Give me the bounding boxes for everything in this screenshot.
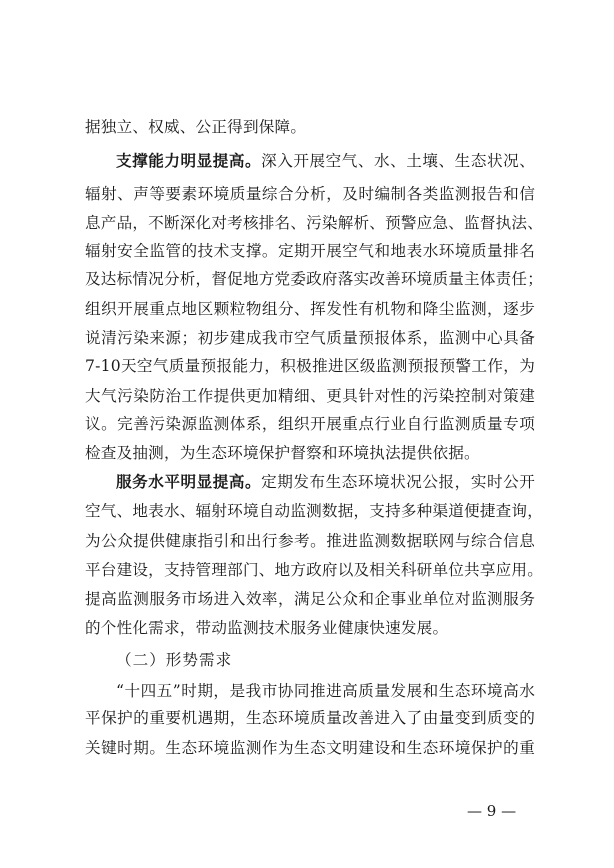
text-line: 议。完善污染源监测体系，组织开展重点行业自行监测质量专项 <box>85 415 535 433</box>
text-line: 辐射安全监管的技术支撑。定期开展空气和地表水环境质量排名 <box>85 242 535 260</box>
paragraph-start <box>116 151 535 171</box>
text-line: 说清污染来源；初步建成我市空气质量预报体系，监测中心具备 <box>85 329 535 347</box>
text-line: 据独立、权威、公正得到保障。 <box>85 118 307 136</box>
text-line: 7-10天空气质量预报能力，积极推进区级监测预报预警工作，为 <box>85 357 535 375</box>
text-line: 及达标情况分析，督促地方党委政府落实改善环境质量主体责任； <box>85 270 544 288</box>
text-run: 深入开展空气、水、土壤、生态状况、 <box>261 152 535 170</box>
text-line: 平台建设，支持管理部门、地方政府以及相关科研单位共享应用。 <box>85 561 544 579</box>
bold-lead: 支撑能力明显提高。 <box>116 151 262 170</box>
text-line: 关键时期。生态环境监测作为生态文明建设和生态环境保护的重 <box>85 739 535 757</box>
text-line: 组织开展重点地区颗粒物组分、挥发性有机物和降尘监测，逐步 <box>85 300 535 318</box>
text-line: 大气污染防治工作提供更加精细、更具针对性的污染控制对策建 <box>85 387 535 405</box>
text-run: 定期发布生态环境状况公报，实时公开 <box>261 473 535 491</box>
paragraph-start: “十四五”时期，是我市协同推进高质量发展和生态环境高水 <box>116 682 535 700</box>
section-heading: （二）形势需求 <box>116 651 233 669</box>
text-line: 息产品，不断深化对考核排名、污染解析、预警应急、监督执法、 <box>85 214 544 232</box>
paragraph-start <box>116 472 535 492</box>
text-line: 空气、地表水、辐射环境自动监测数据，支持多种渠道便捷查询， <box>85 502 544 520</box>
text-line: 检查及抽测，为生态环境保护督察和环境执法提供依据。 <box>85 444 480 462</box>
text-line: 为公众提供健康指引和出行参考。推进监测数据联网与综合信息 <box>85 532 535 550</box>
page-number: — 9 — <box>467 802 517 820</box>
text-line: 平保护的重要机遇期，生态环境质量改善进入了由量变到质变的 <box>85 709 535 727</box>
bold-lead: 服务水平明显提高。 <box>116 472 262 491</box>
text-line: 辐射、声等要素环境质量综合分析，及时编制各类监测报告和信 <box>85 185 535 203</box>
text-line: 提高监测服务市场进入效率，满足公众和企事业单位对监测服务 <box>85 590 535 608</box>
text-line: 的个性化需求，带动监测技术服务业健康快速发展。 <box>85 619 449 637</box>
